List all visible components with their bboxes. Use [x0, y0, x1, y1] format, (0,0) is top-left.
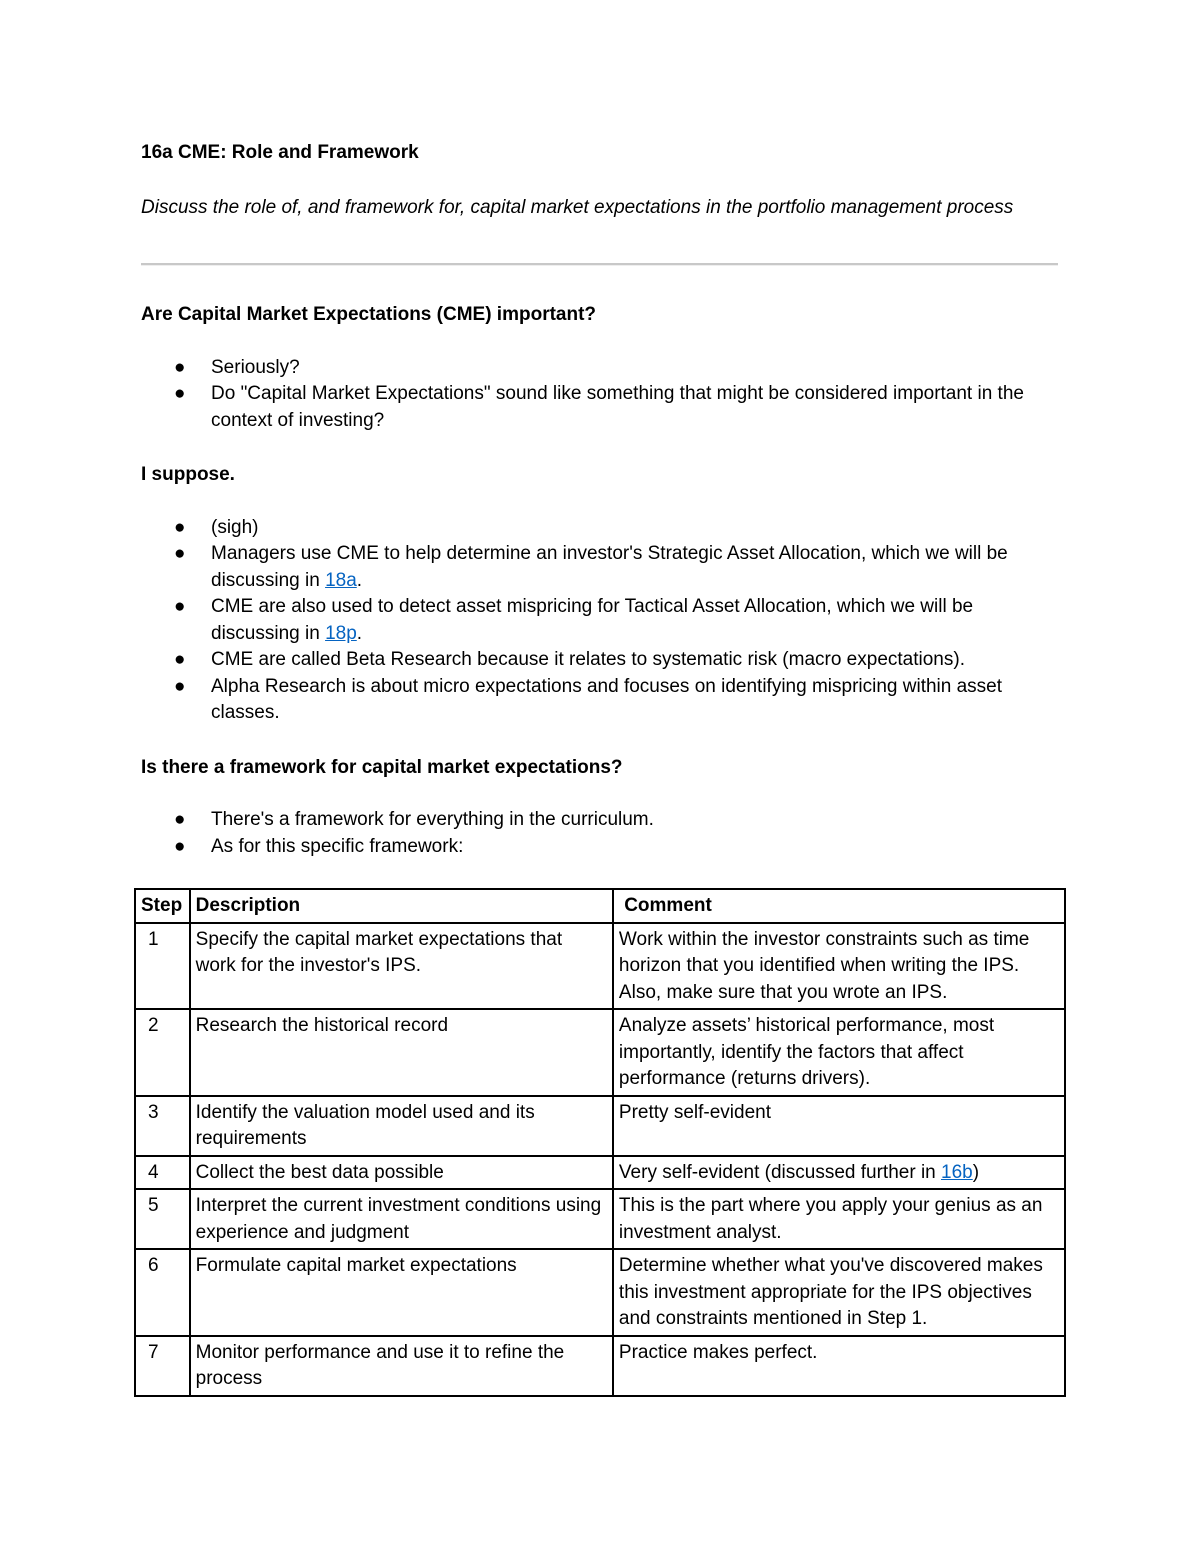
step-comment: Practice makes perfect. [613, 1336, 1065, 1396]
list-item: ● (sigh) [141, 515, 1066, 542]
list-item: ● Seriously? [141, 355, 1066, 382]
list-item: ● There's a framework for everything in the curriculum. [141, 807, 1066, 834]
horizontal-divider [141, 263, 1058, 266]
bullet-dot-icon: ● [174, 356, 186, 378]
header-step: Step [135, 889, 190, 923]
list-item: ● CME are also used to detect asset mispricing for Tactical Asset Allocation, which we will be discussing in 18p. [174, 596, 974, 644]
step-number: 1 [135, 923, 190, 1010]
table-header-row [135, 889, 1065, 923]
step-number: 7 [135, 1336, 190, 1396]
header-comment: Comment [613, 889, 1065, 923]
step-description: Collect the best data possible [190, 1156, 613, 1190]
bullet-dot-icon: ● [174, 835, 186, 857]
bullet-dot-icon: ● [174, 809, 186, 830]
header-description: Description [190, 889, 613, 923]
document-page [141, 140, 1066, 860]
step-comment: This is the part where you apply your genius as an investment analyst. [613, 1189, 1065, 1249]
table-row [135, 1189, 1065, 1249]
list-item: ● Do "Capital Market Expectations" sound like something that might be considered important in the context of investing? [174, 383, 1024, 431]
list-item: ● As for this specific framework: [141, 834, 1066, 861]
step-number: 4 [135, 1156, 190, 1190]
table-row [135, 1009, 1065, 1096]
list-item: ● CME are called Beta Research because it relates to systematic risk (macro expectations). [141, 647, 1066, 674]
bullet-dot-icon: ● [174, 516, 186, 538]
bullet-dot-icon: ● [174, 596, 186, 617]
table-row [135, 1336, 1065, 1396]
step-description: Specify the capital market expectations that work for the investor's IPS. [190, 923, 613, 1010]
step-description: Identify the valuation model used and its requirements [190, 1096, 613, 1156]
link-16b[interactable]: 16b [941, 1161, 973, 1183]
page-subtitle: Discuss the role of, and framework for, capital market expectations in the portfolio management process [141, 196, 1014, 218]
list-item: ● Alpha Research is about micro expectations and focuses on identifying mispricing within asset classes. [174, 675, 1003, 723]
step-comment: Analyze assets’ historical performance, most importantly, identify the factors that affect performance (returns drivers). [613, 1009, 1065, 1096]
step-comment: Determine whether what you've discovered makes this investment appropriate for the IPS objectives and constraints mentioned in Step 1. [613, 1249, 1065, 1336]
step-description: Interpret the current investment conditions using experience and judgment [190, 1189, 613, 1249]
suppose-bullet-list [141, 515, 1066, 727]
step-description: Formulate capital market expectations [190, 1249, 613, 1336]
step-number: 2 [135, 1009, 190, 1096]
step-comment: Very self-evident (discussed further in 16b) [613, 1156, 1065, 1190]
table-row [135, 923, 1065, 1010]
bullet-dot-icon: ● [174, 543, 186, 564]
section-heading-suppose: I suppose. [141, 464, 235, 485]
bullet-dot-icon: ● [174, 675, 186, 697]
table-row [135, 1156, 1065, 1190]
page-title: 16a CME: Role and Framework [141, 142, 419, 163]
table-row [135, 1096, 1065, 1156]
step-comment: Pretty self-evident [613, 1096, 1065, 1156]
section-heading-framework: Is there a framework for capital market expectations? [141, 756, 623, 778]
framework-bullet-list [141, 807, 1066, 860]
list-item: ● Managers use CME to help determine an investor's Strategic Asset Allocation, which we will be discussing in 18a. [174, 543, 1008, 591]
bullet-dot-icon: ● [174, 649, 186, 670]
framework-steps-table [134, 888, 1066, 1397]
link-18a[interactable]: 18a [325, 569, 357, 591]
section-heading-importance: Are Capital Market Expectations (CME) important? [141, 304, 597, 325]
step-number: 3 [135, 1096, 190, 1156]
step-number: 6 [135, 1249, 190, 1336]
step-description: Monitor performance and use it to refine the process [190, 1336, 613, 1396]
step-comment: Work within the investor constraints such as time horizon that you identified when writing the IPS. Also, make sure that you wrote an IPS. [613, 923, 1065, 1010]
table-row [135, 1249, 1065, 1336]
link-18p[interactable]: 18p [325, 622, 357, 644]
step-description: Research the historical record [190, 1009, 613, 1096]
bullet-dot-icon: ● [174, 383, 186, 404]
importance-bullet-list [141, 355, 1066, 435]
step-number: 5 [135, 1189, 190, 1249]
